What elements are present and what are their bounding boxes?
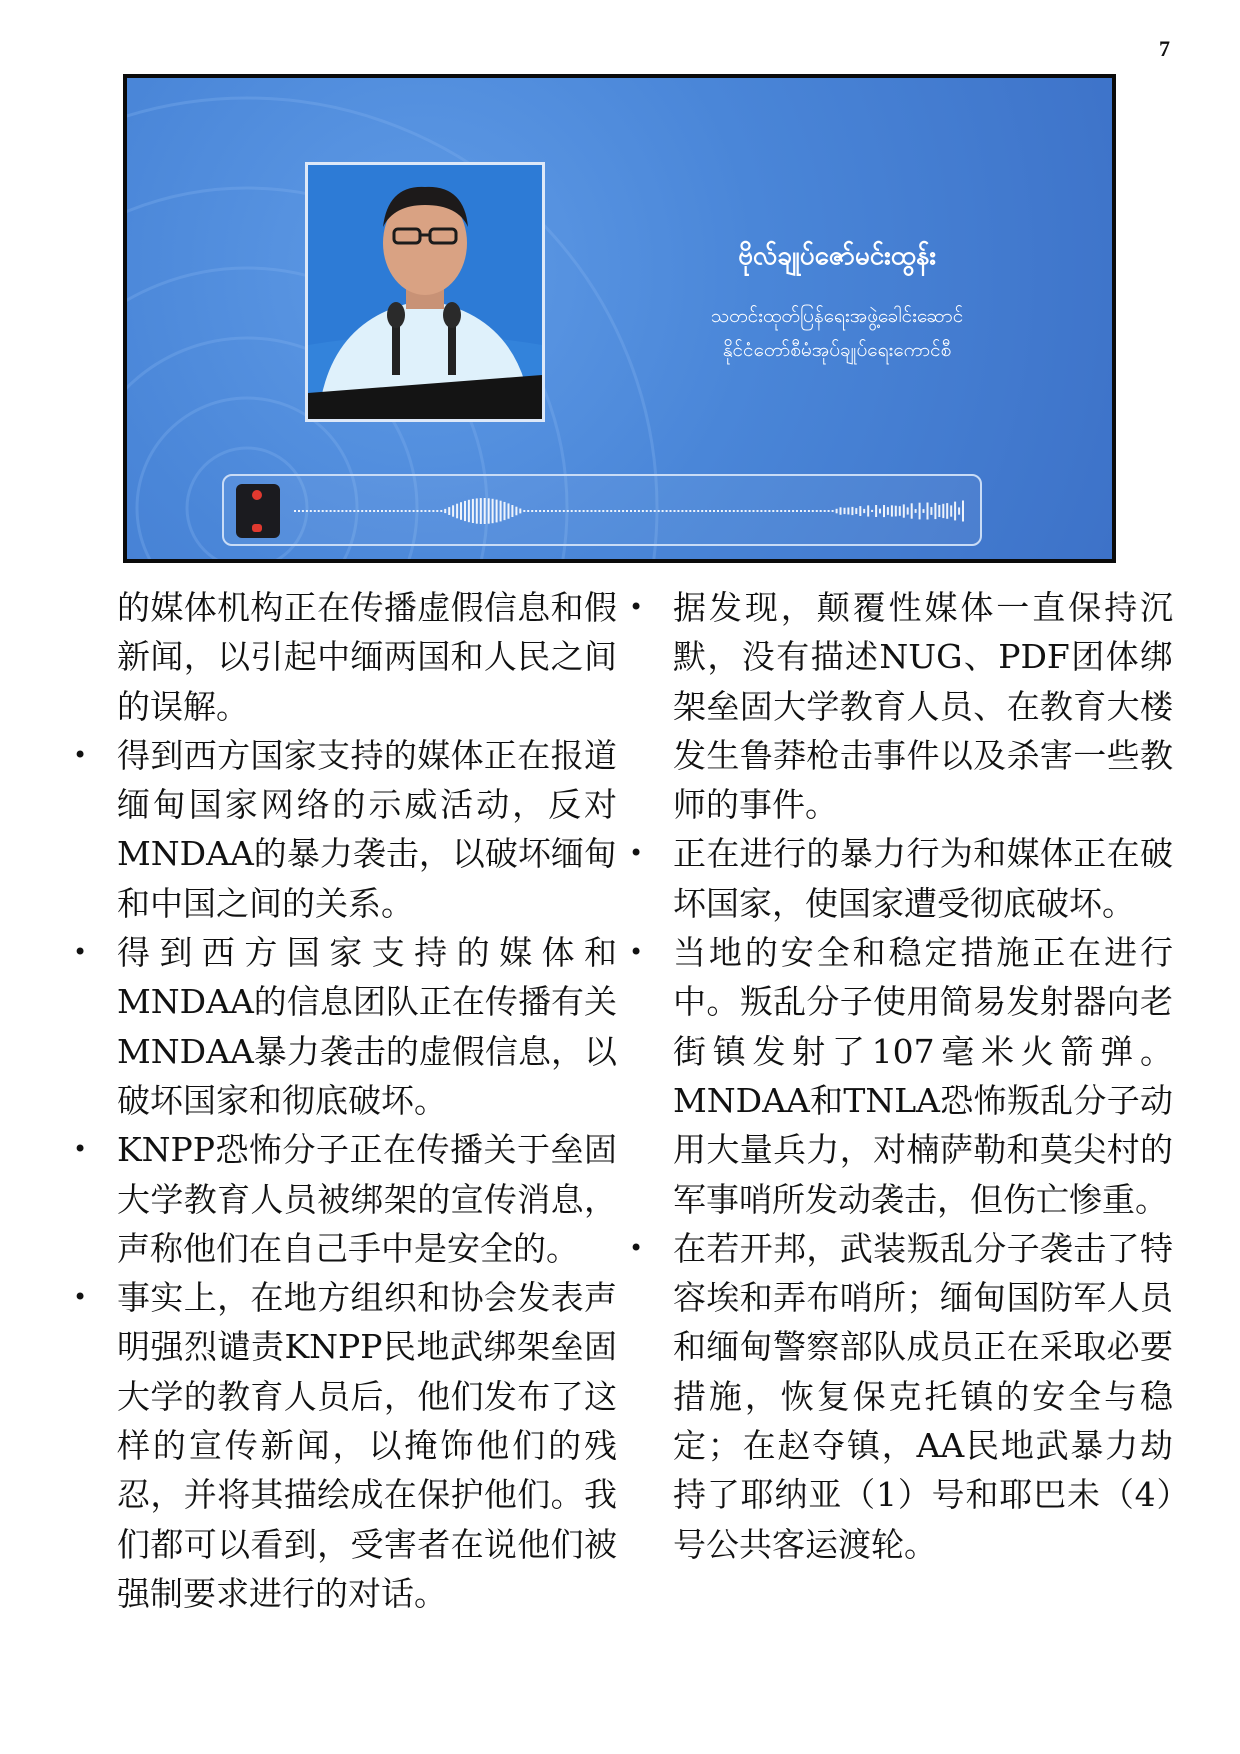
speaker-illustration — [308, 165, 542, 419]
right-text-column — [673, 583, 1173, 1569]
bullet-item: • 据发现，颠覆性媒体一直保持沉默，没有描述NUG、PDF团体绑架垒固大学教育人员、在教育大楼发生鲁莽枪击事件以及杀害一些教师的事件。 — [673, 583, 1173, 829]
speaker-portrait — [305, 162, 545, 422]
audio-waveform-bar — [222, 474, 982, 546]
speaker-name: ဗိုလ်ချုပ်ဇော်မင်းထွန်း — [738, 241, 936, 271]
voice-recorder-icon — [236, 484, 280, 538]
speaker-role-line: သတင်းထုတ်ပြန်ရေးအဖွဲ့ခေါင်းဆောင် — [710, 305, 964, 327]
page-number: 7 — [1159, 36, 1170, 61]
waveform-graphic — [290, 482, 970, 540]
paragraph: 的媒体机构正在传播虚假信息和假新闻，以引起中缅两国和人民之间的误解。 — [117, 588, 617, 726]
bullet-item: • 在若开邦，武装叛乱分子袭击了特容埃和弄布哨所；缅甸国防军人员和缅甸警察部队成员正在采取必要措施，恢复保克托镇的安全与稳定；在赵夺镇，AA民地武暴力劫持了耶纳亚（1）号和耶巴未（4）号公共客运渡轮。 — [673, 1224, 1173, 1569]
bullet-item: • 得到西方国家支持的媒体和MNDAA的信息团队正在传播有关MNDAA暴力袭击的虚假信息，以破坏国家和彻底破坏。 — [117, 928, 617, 1125]
bullet-item: • 当地的安全和稳定措施正在进行中。叛乱分子使用简易发射器向老街镇发射了107毫米火箭弹。MNDAA和TNLA恐怖叛乱分子动用大量兵力，对楠萨勒和莫尖村的军事哨所发动袭击，但伤亡惨重。 — [673, 928, 1173, 1224]
left-text-column — [117, 583, 617, 1618]
bullet-item: • 事实上，在地方组织和协会发表声明强烈谴责KNPP民地武绑架垒固大学的教育人员后，他们发布了这样的宣传新闻，以掩饰他们的残忍，并将其描绘成在保护他们。我们都可以看到，受害者在说他们被强制要求进行的对话。 — [117, 1273, 617, 1618]
bullet-item: • KNPP恐怖分子正在传播关于垒固大学教育人员被绑架的宣传消息，声称他们在自己手中是安全的。 — [117, 1125, 617, 1273]
bullet-item: • 正在进行的暴力行为和媒体正在破坏国家，使国家遭受彻底破坏。 — [673, 829, 1173, 928]
bullet-item: • 得到西方国家支持的媒体正在报道缅甸国家网络的示威活动，反对MNDAA的暴力袭击，以破坏缅甸和中国之间的关系。 — [117, 731, 617, 928]
speaker-caption — [597, 238, 1077, 367]
speaker-role-line: နိုင်ငံတော်စီမံအုပ်ချုပ်ရေးကောင်စီ — [722, 339, 952, 361]
news-photo — [123, 74, 1116, 563]
